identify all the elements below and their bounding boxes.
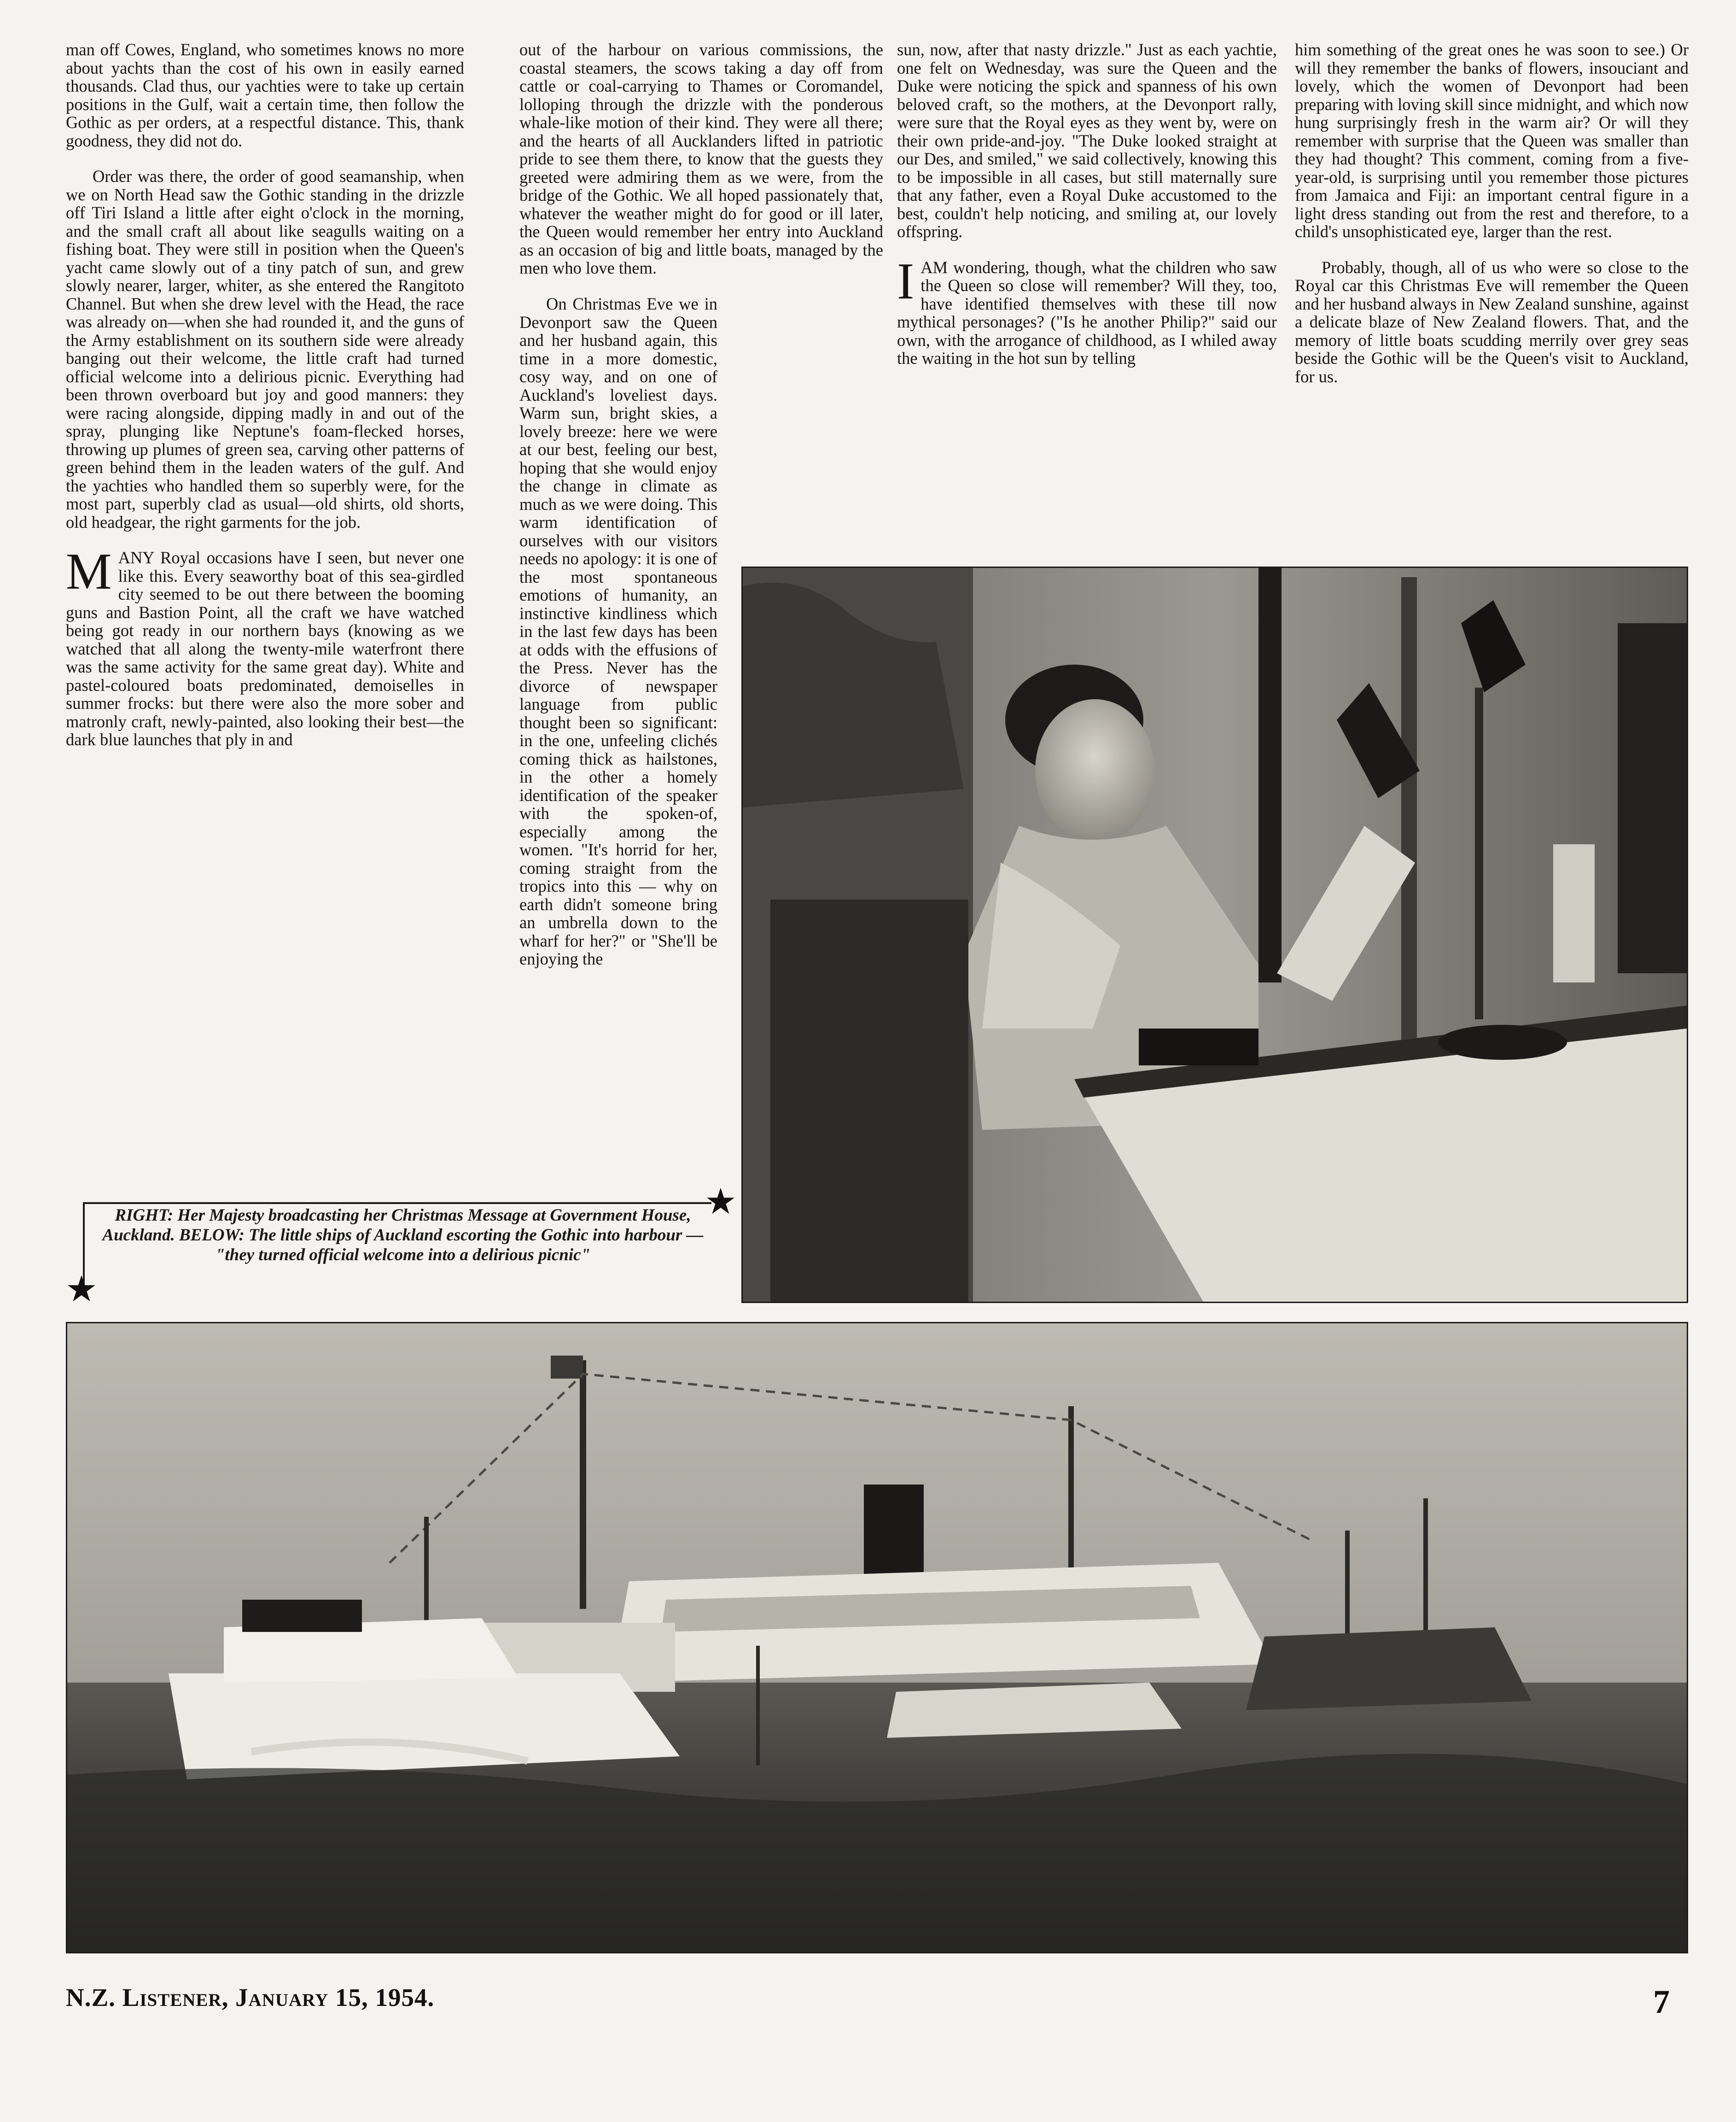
photo-caption: RIGHT: Her Majesty broadcasting her Christmas Message at Government House, Auckland. BELOW: The little ships of Auckland escorting the Gothic into harbour — "they turned official welcome into a delirious picnic": [102, 1206, 704, 1264]
article-paragraph: man off Cowes, England, who sometimes knows no more about yachts than the cost of his own in easily earned thousands. Clad thus, our yachties were to take up certain positions in the Gulf, wait a certain time, then follow the Gothic as per orders, at a respectful distance. This, thank goodness, they did not do.: [66, 40, 464, 150]
text-column-3: [897, 41, 1277, 385]
text-column-1: [66, 41, 464, 766]
text-column-4: [1295, 41, 1689, 403]
article-paragraph: him something of the great ones he was soon to see.) Or will they remember the banks of flowers, insouciant and lovely, which the women of Devonport had been preparing with loving skill since midnight, and which now hung surprisingly fresh in the warm air? Or will they remember with surprise that the Queen was smaller than they had thought? This comment, coming from a five-year-old, is surprising until you remember those pictures from Jamaica and Fiji: an important central figure in a light dress standing out from the rest and therefore, to a child's unsophisticated eye, larger than the rest.: [1295, 40, 1689, 241]
star-ornament-left: ★: [65, 1269, 98, 1310]
gothic-harbour-image: [67, 1323, 1687, 1952]
publication-footer: N.Z. Listener, January 15, 1954.: [66, 1983, 435, 2011]
article-paragraph: out of the harbour on various commissions, the coastal steamers, the scows taking a day off from cattle or coal-carrying to Thames or Coromandel, lolloping through the drizzle with the ponderous whale-like motion of their kind. They were all there; and the hearts of all Aucklanders lifted in patriotic pride to see them there, to know that the guests they greeted were admiring them as we were, from the bridge of the Gothic. We all hoped passionately that, whatever the weather might do for good or ill later, the Queen would remember her entry into Auckland as an occasion of big and little boats, managed by the men who love them.: [519, 40, 883, 277]
caption-rule-top: [83, 1202, 711, 1204]
article-paragraph: IAM wondering, though, what the children who saw the Queen so close will remember? Will they, too, have identified themselves with these till now mythical personages? ("Is he another Philip?" said our own, with the arrogance of childhood, as I whiled away the waiting in the hot sun by telling: [897, 252, 1277, 368]
queen-broadcast-image: [743, 568, 1687, 1302]
photo-queen-broadcasting: [741, 567, 1688, 1303]
article-paragraph: sun, now, after that nasty drizzle." Just as each yachtie, one felt on Wednesday, was sure the Queen and the Duke were noticing the spick and spanness of his own beloved craft, so the mothers, at the Devonport rally, were sure that the Royal eyes as they went by, were on their own pride-and-joy. "The Duke looked straight at our Des, and smiled," we said collectively, knowing this to be impossible in all cases, but still maternally sure that any father, even a Royal Duke accustomed to the best, couldn't help noticing, and smiling at, our lovely offspring.: [897, 40, 1277, 241]
photo-gothic-harbour: [66, 1322, 1688, 1953]
article-paragraph: Order was there, the order of good seamanship, when we on North Head saw the Gothic standing in the drizzle off Tiri Island a little after eight o'clock in the morning, and the small craft all about like seagulls waiting on a fishing boat. They were still in position when the Queen's yacht came slowly out of a tiny patch of sun, and grew slowly nearer, larger, whiter, as she entered the Rangitoto Channel. But when she drew level with the Head, the race was already on—when she had rounded it, and the guns of the Army establishment on its southern side were already banging out their welcome, the little craft had turned official welcome into a delirious picnic. Everything had been thrown overboard but joy and good manners: they were racing alongside, dipping madly in and out of the spray, plunging like Neptune's foam-flecked horses, throwing up plumes of green sea, carving other patterns of green behind them in the leaden waters of the gulf. And the yachties who handled them so superbly were, for the most part, superbly clad as usual—old shirts, old shorts, old headgear, the right garments for the job.: [66, 167, 464, 532]
drop-cap: I: [897, 252, 915, 310]
article-paragraph: MANY Royal occasions have I seen, but never one like this. Every seaworthy boat of this sea-girdled city seemed to be out there between the booming guns and Bastion Point, all the craft we have watched being got ready in our northern bays (knowing as we watched that all along the twenty-mile waterfront there was the same activity for the same great day). White and pastel-coloured boats predominated, demoiselles in summer frocks: but there were also the more sober and matronly craft, newly-painted, also looking their best—the dark blue launches that ply in and: [66, 543, 464, 749]
article-paragraph: Probably, though, all of us who were so close to the Royal car this Christmas Eve will remember the Queen and her husband always in New Zealand sunshine, against a delicate blaze of New Zealand flowers. That, and the memory of little boats scudding merrily over grey seas beside the Gothic will be the Queen's visit to Auckland, for us.: [1295, 257, 1689, 386]
article-paragraph: On Christmas Eve we in Devonport saw the Queen and her husband again, this time in a more domestic, cosy way, and on one of Auckland's loveliest days. Warm sun, bright skies, a lovely breeze: here we were at our best, feeling our best, hoping that she would enjoy the change in climate as much as we were doing. This warm identification of ourselves with our visitors needs no apology: it is one of the most spontaneous emotions of humanity, an instinctive kindliness which in the last few days has been at odds with the effusions of the Press. Never has the divorce of newspaper language from public thought been so significant: in the one, unfeeling clichés coming thick as hailstones, in the other a homely identification of the speaker with the spoken-of, especially among the women. "It's horrid for her, coming straight from the tropics into this — why on earth didn't someone bring an umbrella down to the wharf for her?" or "She'll be enjoying the: [519, 295, 1178, 968]
page-number: 7: [1653, 1983, 1670, 2020]
star-ornament-right: ★: [705, 1181, 737, 1222]
drop-cap: M: [66, 543, 112, 600]
text-column-2-upper: [519, 41, 883, 295]
